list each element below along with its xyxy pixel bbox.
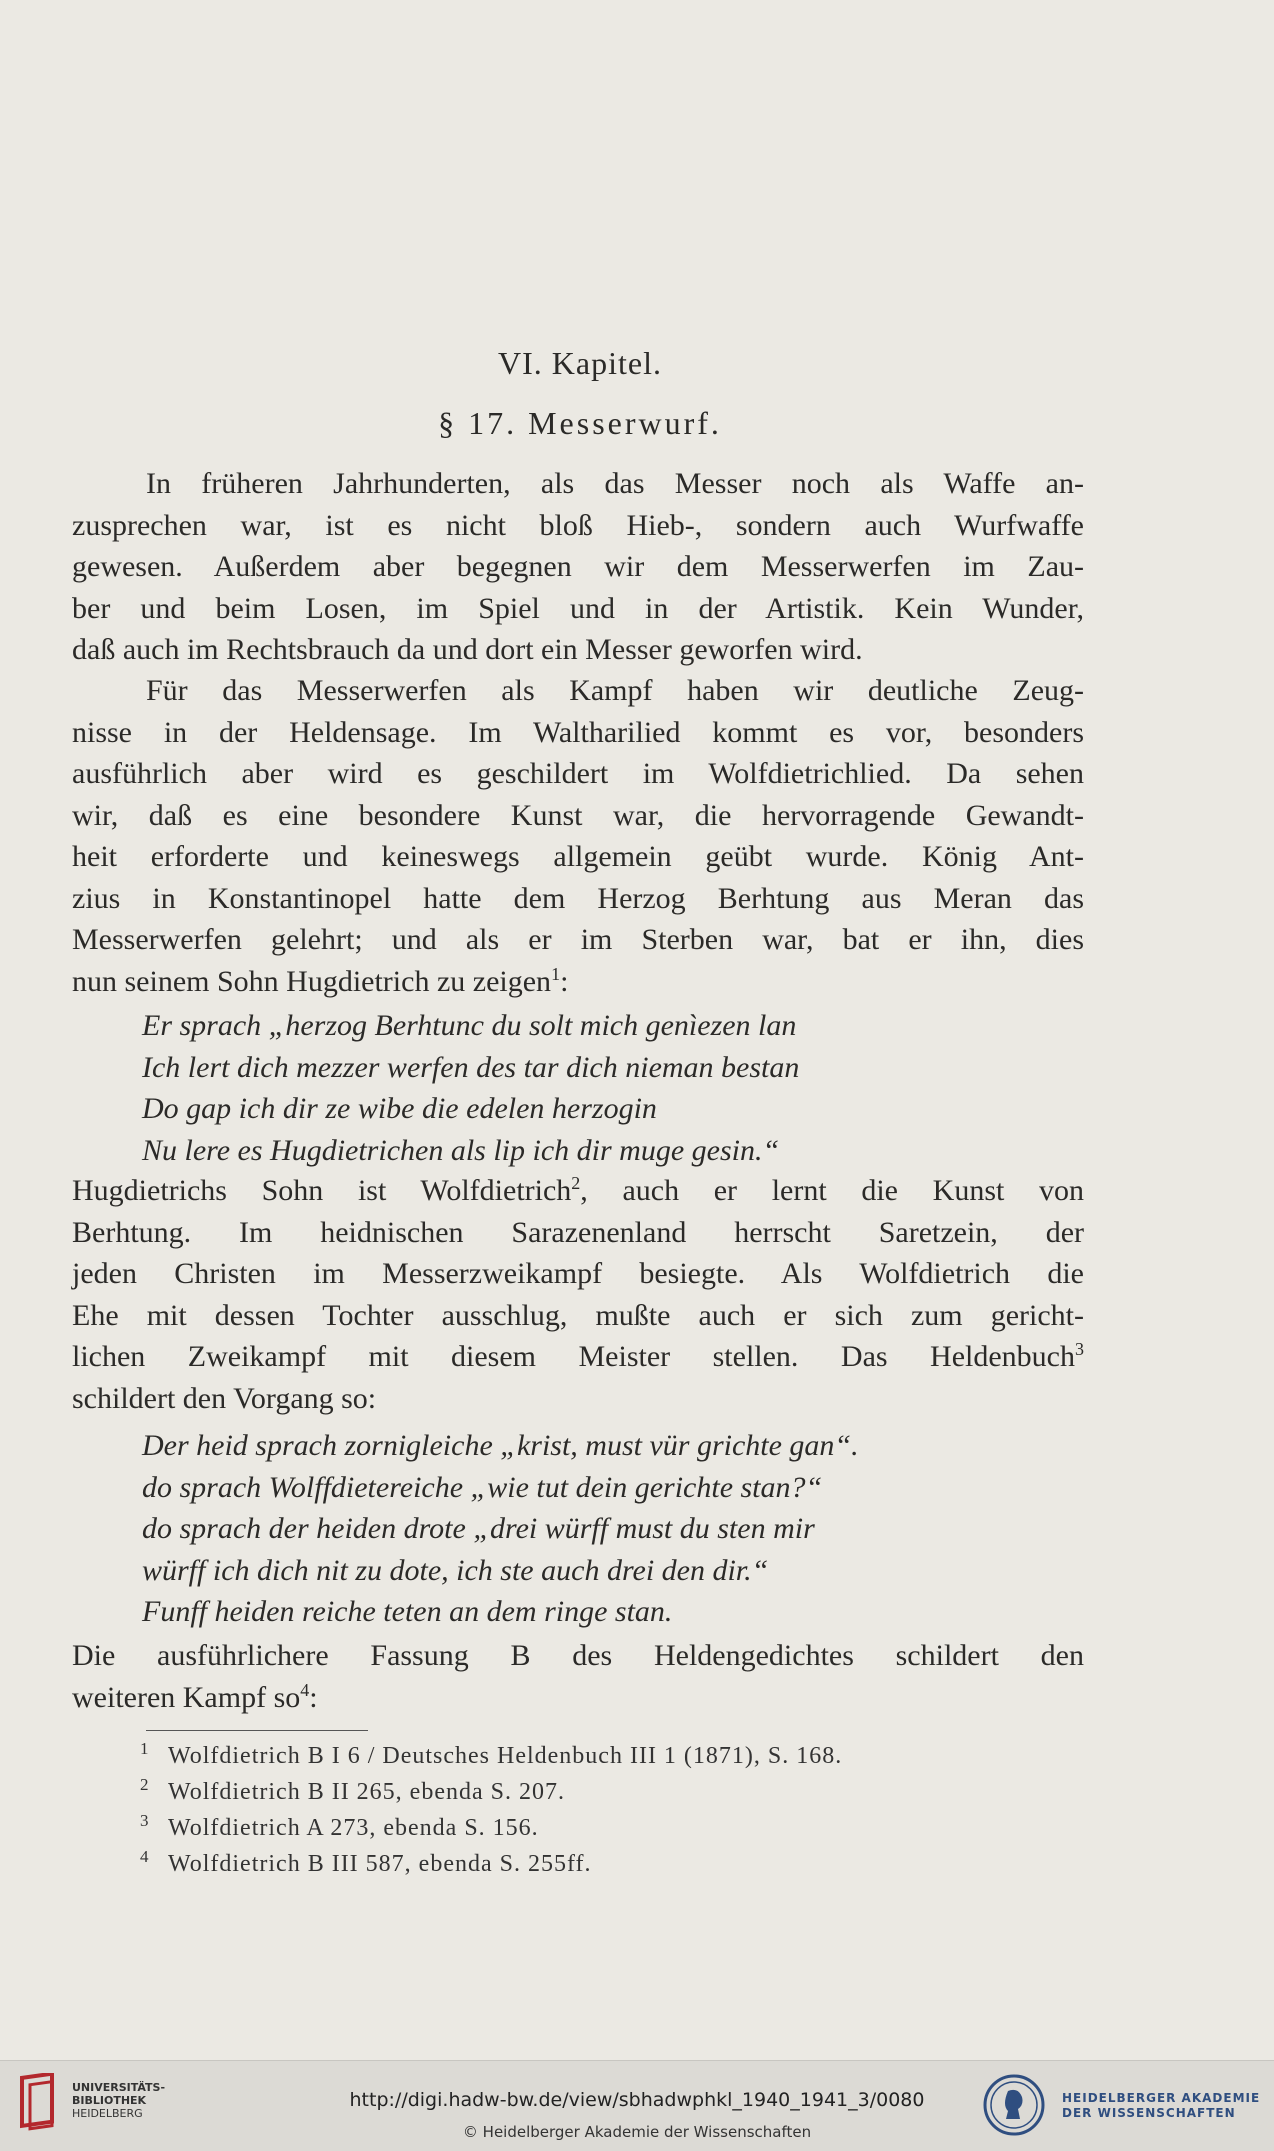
- academy-line-1: HEIDELBERGER AKADEMIE: [1062, 2091, 1261, 2105]
- text-fragment: , auch er lernt die Kunst von: [580, 1174, 1084, 1207]
- chapter-title: VI. Kapitel.: [498, 345, 662, 381]
- footnote-divider: [146, 1730, 368, 1731]
- academy-seal-icon[interactable]: [982, 2073, 1046, 2137]
- footnote: 3 Wolfdietrich A 273, ebenda S. 156.: [140, 1811, 539, 1841]
- text-line: Für das Messerwerfen als Kampf haben wir deutliche Zeug-: [146, 674, 1084, 707]
- verse-line: würff ich dich nit zu dote, ich ste auch drei den dir.“: [142, 1553, 769, 1587]
- text-line: [72, 1677, 1084, 1719]
- verse-block-1: [142, 1005, 799, 1171]
- text-line: daß auch im Rechtsbrauch da und dort ein Messer geworfen wird.: [72, 633, 863, 666]
- text-fragment: nun seinem Sohn Hugdietrich zu zeigen: [72, 964, 552, 998]
- footnote-text: Wolfdietrich B II 265, ebenda S. 207.: [168, 1779, 565, 1805]
- text-line: gewesen. Außerdem aber begegnen wir dem Messerwerfen im Zau-: [72, 550, 1084, 583]
- text-line: schildert den Vorgang so:: [72, 1381, 377, 1415]
- text-line: In früheren Jahrhunderten, als das Messer noch als Waffe an-: [146, 467, 1084, 500]
- permalink-url[interactable]: http://digi.hadw-bw.de/view/sbhadwphkl_1940_1941_3/0080: [349, 2089, 925, 2111]
- section-title: § 17. Messerwurf.: [438, 405, 722, 441]
- copyright-notice: © Heidelberger Akademie der Wissenschaften: [462, 2123, 812, 2141]
- footnote-ref[interactable]: 3: [1075, 1339, 1084, 1359]
- text-line: Berhtung. Im heidnischen Sarazenenland herrscht Saretzein, der: [72, 1215, 1084, 1249]
- text-line: [72, 961, 1084, 1003]
- text-fragment: :: [560, 964, 569, 998]
- academy-line-2: DER WISSENSCHAFTEN: [1062, 2106, 1236, 2120]
- verse-line: Der heid sprach zornigleiche „krist, must vür grichte gan“.: [142, 1429, 859, 1462]
- paragraph-2: [72, 670, 1084, 1002]
- footnote-text: Wolfdietrich A 273, ebenda S. 156.: [168, 1815, 539, 1841]
- footnote-ref[interactable]: 2: [571, 1173, 581, 1193]
- text-line: jeden Christen im Messerzweikampf besiegte. Als Wolfdietrich die: [72, 1257, 1084, 1290]
- paragraph-4: [72, 1635, 1084, 1718]
- text-fragment: :: [309, 1680, 318, 1714]
- footnote: 4 Wolfdietrich B III 587, ebenda S. 255ff.: [140, 1847, 592, 1877]
- text-line: Ehe mit dessen Tochter ausschlug, mußte auch er sich zum gericht-: [72, 1298, 1084, 1332]
- footnote-ref[interactable]: 4: [300, 1679, 310, 1700]
- text-fragment: Hugdietrichs Sohn ist Wolfdietrich: [72, 1174, 572, 1207]
- uni-line-1: UNIVERSITÄTS-: [72, 2081, 166, 2094]
- text-line: nisse in der Heldensage. Im Waltharilied kommt es vor, besonders: [72, 715, 1084, 749]
- text-line: Die ausführlichere Fassung B des Heldengedichtes schildert den: [72, 1639, 1084, 1672]
- footnote: 2 Wolfdietrich B II 265, ebenda S. 207.: [140, 1775, 565, 1805]
- verse-line: Funff heiden reiche teten an dem ringe stan.: [142, 1595, 673, 1628]
- text-line: zusprechen war, ist es nicht bloß Hieb-, sondern auch Wurfwaffe: [72, 508, 1084, 542]
- text-fragment: lichen Zweikampf mit diesem Meister stellen. Das Heldenbuch: [72, 1340, 1075, 1373]
- paragraph-3: [72, 1170, 1084, 1419]
- text-line: [72, 1170, 1084, 1212]
- uni-line-3: HEIDELBERG: [72, 2107, 143, 2120]
- footnote-text: Wolfdietrich B III 587, ebenda S. 255ff.: [168, 1851, 592, 1877]
- text-line: [72, 1336, 1084, 1378]
- verse-line: Er sprach „herzog Berhtunc du solt mich genìezen lan: [142, 1009, 797, 1042]
- uni-line-2: BIBLIOTHEK: [72, 2094, 147, 2107]
- footnote-text: Wolfdietrich B I 6 / Deutsches Heldenbuch III 1 (1871), S. 168.: [168, 1743, 843, 1769]
- viewer-footer: [0, 2060, 1274, 2151]
- verse-line: Nu lere es Hugdietrichen als lip ich dir muge gesin.“: [142, 1133, 780, 1167]
- text-line: heit erforderte und keineswegs allgemein geübt wurde. König Ant-: [72, 840, 1084, 873]
- footnote: 1 Wolfdietrich B I 6 / Deutsches Heldenbuch III 1 (1871), S. 168.: [140, 1739, 843, 1769]
- paragraph-1: [72, 463, 1084, 671]
- verse-block-2: [142, 1425, 859, 1633]
- footnotes: [140, 1738, 842, 1882]
- verse-line: Ich lert dich mezzer werfen des tar dich nieman bestan: [142, 1050, 800, 1084]
- verse-line: do sprach der heiden drote „drei würff must du sten mir: [142, 1512, 815, 1545]
- text-line: wir, daß es eine besondere Kunst war, die hervorragende Gewandt-: [72, 798, 1084, 832]
- text-line: zius in Konstantinopel hatte dem Herzog Berhtung aus Meran das: [72, 881, 1084, 915]
- text-fragment: weiteren Kampf so: [72, 1680, 301, 1714]
- footnote-ref[interactable]: 1: [551, 963, 561, 984]
- verse-line: do sprach Wolffdietereiche „wie tut dein gerichte stan?“: [142, 1470, 823, 1504]
- verse-line: Do gap ich dir ze wibe die edelen herzogin: [142, 1092, 657, 1125]
- text-line: ber und beim Losen, im Spiel und in der Artistik. Kein Wunder,: [72, 591, 1084, 625]
- academy-name: [1062, 2091, 1260, 2121]
- text-line: ausführlich aber wird es geschildert im Wolfdietrichlied. Da sehen: [72, 757, 1084, 790]
- text-line: Messerwerfen gelehrt; und als er im Sterben war, bat er ihn, dies: [72, 923, 1084, 956]
